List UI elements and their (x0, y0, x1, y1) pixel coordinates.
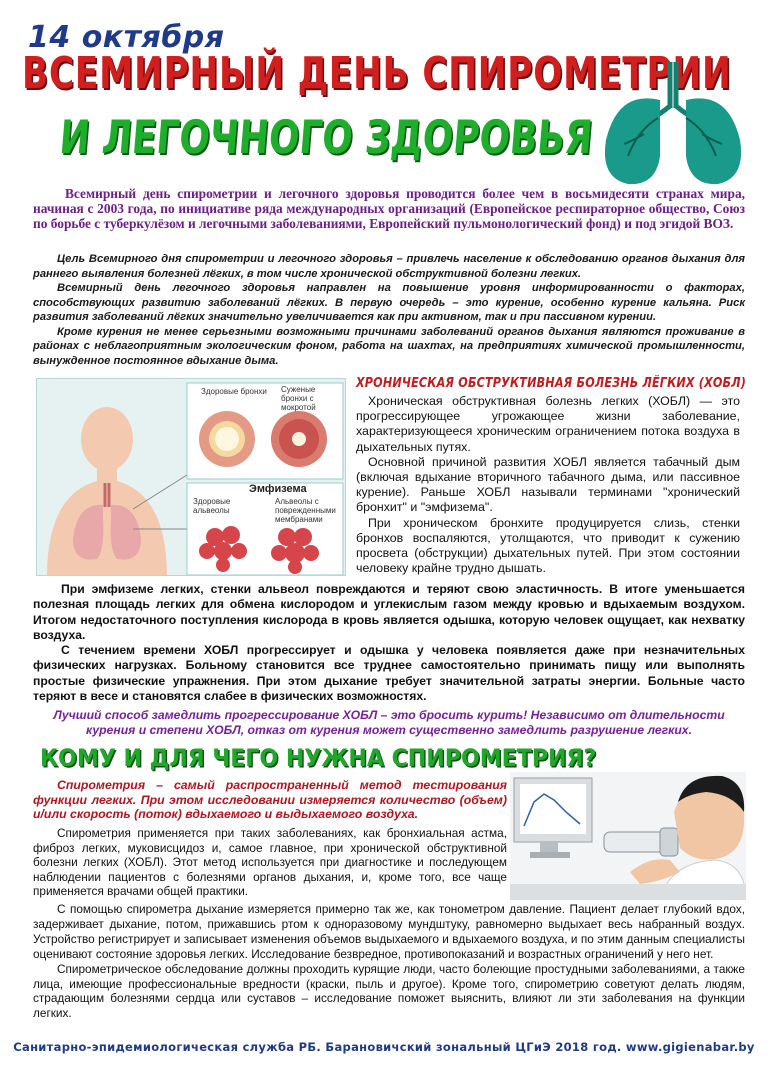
copd-text (356, 394, 740, 576)
event-date: 14 октября (28, 20, 225, 55)
lungs-icon (598, 60, 748, 190)
copd-paragraph-2: Основной причиной развития ХОБЛ является табачный дым (включая вдыхание вторичного табачного дыма, или пассивное курение). Раньше ХОБЛ называли терминами "хронический бронхит" и "эмфизема". (356, 454, 740, 515)
copd-paragraph-3: При хроническом бронхите продуцируется слизь, стенки бронхов воспаляются, утолщаются, что приводит к сужению просвета (обструкции) дыхательных путей. При этом состоянии человеку крайне трудно дышать. (356, 515, 740, 576)
emphysema-paragraph: При эмфиземе легких, стенки альвеол повреждаются и теряют свою эластичность. В итоге уменьшается полезная площадь легких для обмена кислородом и углекислым газом между кровью и вдыхаемым воздухом. Итогом недостаточного поступления кислорода в кровь является одышка, которую человек ощущает, как нехватку воздуха. (33, 582, 745, 642)
paragraph-risk: Всемирный день легочного здоровья направлен на повышение уровня информированности о факторах, способствующих развитию заболеваний лёгких. В первую очередь – это курение, особенно курение кальяна. Риск развития заболеваний лёгких значительно увеличивается как при активном, так и при пассивном курении. (33, 282, 745, 323)
intro-details (33, 252, 745, 368)
label-damaged-alveoli: Альвеолы с поврежденными мембранами (275, 497, 336, 524)
copd-paragraph-1: Хроническая обструктивная болезнь легких (ХОБЛ) — это прогрессирующее угрожающее жизни заболевание, характеризующееся хроническим ограничением потока воздуха в дыхательных путях. (356, 394, 740, 454)
label-healthy-bronchi: Здоровые бронхи (201, 387, 267, 396)
copd-heading: ХРОНИЧЕСКАЯ ОБСТРУКТИВНАЯ БОЛЕЗНЬ ЛЁГКИХ (ХОБЛ) (356, 376, 746, 391)
poster-title-line1: ВСЕМИРНЫЙ ДЕНЬ СПИРОМЕТРИИ (22, 48, 732, 99)
spirometry-usage: Спирометрия применяется при таких заболеваниях, как бронхиальная астма, фиброз легких, муковисцидоз и, самое главное, при хронической обструктивной болезни легких (ХОБЛ). Этот метод используется при диагностике и последующем наблюдении пациентов с болезнями органов дыхания, и, кроме того, все чаще применяется врачами общей практики. (33, 826, 507, 899)
intro-paragraph: Всемирный день спирометрии и легочного здоровья проводится более чем в восьмидесяти странах мира, начиная с 2003 года, по инициативе ряда международных организаций (Европейское респираторное общество, Союз по борьбе с туберкулёзом и легочными заболеваниями, Европейский пульмонологический фонд) и под эгидой ВОЗ. (33, 186, 745, 231)
spirometry-process: С помощью спирометра дыхание измеряется примерно так же, как тонометром давление. Пациент делает глубокий вдох, задерживает дыхание, потом, прижавшись ртом к одноразовому мундштуку, равномерно выдыхает весь набранный воздух. Устройство регистрирует и записывает изменения объемов выдыхаемого и вдыхаемого воздуха, и по этим данным специалисты оценивают состояние здоровья легких. Исследование безвредное, противопоказаний и возрастных ограничений у него нет. (33, 902, 745, 961)
label-healthy-alveoli: Здоровые альвеолы (193, 497, 231, 515)
spirometry-photo (510, 772, 746, 900)
footer-credits: Санитарно-эпидемиологическая служба РБ. Барановичский зональный ЦГиЭ 2018 год. www.gigienabar.by (13, 1040, 755, 1054)
quit-smoking-advice: Лучший способ замедлить прогрессирование ХОБЛ – это бросить курить! Независимо от длительности курения и степени ХОБЛ, отказ от курения может существенно замедлить разрушение легких. (53, 708, 725, 737)
spirometry-heading: КОМУ И ДЛЯ ЧЕГО НУЖНА СПИРОМЕТРИЯ? (40, 744, 597, 772)
label-narrowed-bronchi: Суженые бронхи с мокротой (281, 385, 316, 412)
spirometry-details (33, 902, 745, 1021)
respiratory-illustration (36, 378, 346, 576)
paragraph-causes: Кроме курения не менее серьезными возможными причинами заболеваний органов дыхания являются проживание в районах с неблагоприятным экологическим фоном, работа на шахтах, на предприятиях химической промышленности, вынужденное постоянное вдыхание дыма. (33, 325, 745, 367)
progression-paragraph: С течением времени ХОБЛ прогрессирует и одышка у человека появляется даже при незначительных физических нагрузках. Больному становится все труднее самостоятельно принимать пищу или выполнять простые физические упражнения. При этом дыхание требует значительной затраты энергии. Больные часто теряют в весе и становятся слабее в физических возможностях. (33, 643, 745, 704)
patient-spirometer-illustration (510, 772, 746, 900)
label-emphysema: Эмфизема (249, 483, 307, 495)
paragraph-goal: Цель Всемирного дня спирометрии и легочного здоровья – привлечь население к обследованию органов дыхания для раннего выявления болезней лёгких, в том числе хронической обструктивной болезни легких. (33, 253, 745, 280)
spirometry-definition: Спирометрия – самый распространенный метод тестирования функции легких. При этом исследовании измеряется количество (объем) и/или скорость (поток) вдыхаемого и выдыхаемого воздуха. (33, 778, 507, 822)
emphysema-section (33, 582, 745, 704)
spirometry-who: Спирометрическое обследование должны проходить курящие люди, часто болеющие простудными заболеваниями, а также лица, имеющие профессиональные вредности (краски, пыль и другое). Кроме того, спирометрию советуют делать людям, страдающим болезнями сердца или суставов – исследование поможет выяснить, влияют ли эти заболевания на функции легких. (33, 961, 745, 1021)
poster-title-line2: И ЛЕГОЧНОГО ЗДОРОВЬЯ (57, 110, 595, 164)
